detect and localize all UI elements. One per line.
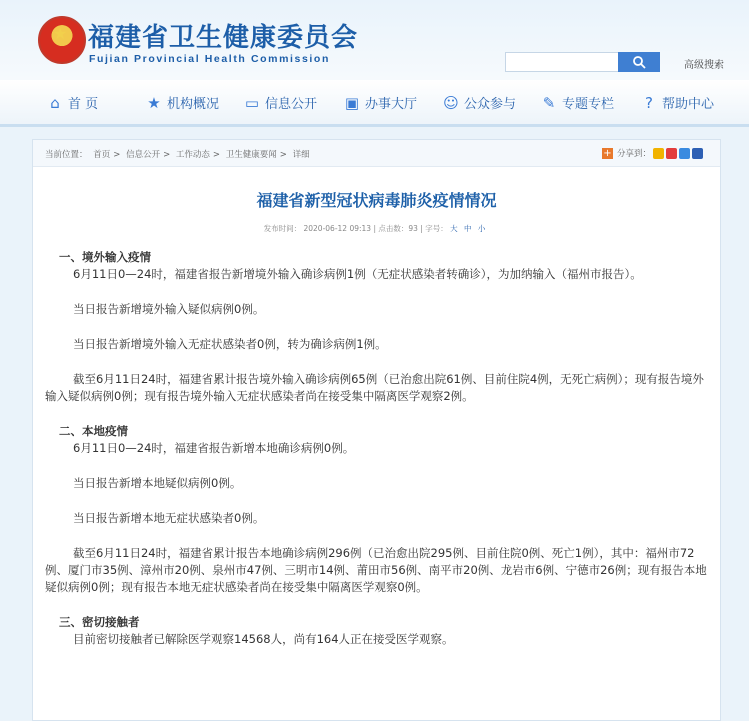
- breadcrumb-info[interactable]: 信息公开: [126, 150, 161, 160]
- breadcrumb-home[interactable]: 首页: [93, 150, 111, 160]
- paragraph: 6月11日0—24时，福建省报告新增本地确诊病例0例。: [73, 441, 355, 455]
- article-title: 福建省新型冠状病毒肺炎疫情情况: [256, 191, 497, 210]
- monitor-icon: ▣: [344, 93, 360, 112]
- search-input[interactable]: [505, 52, 627, 72]
- paragraph: 当日报告新增境外输入无症状感染者0例，转为确诊病例1例。: [73, 337, 387, 351]
- home-icon: ⌂: [50, 93, 60, 112]
- weibo-icon[interactable]: [666, 148, 677, 159]
- site-title-en: Fujian Provincial Health Commission: [89, 53, 330, 65]
- nav-item-topics[interactable]: ✎ 专题专栏: [542, 93, 615, 112]
- search-icon: [632, 55, 646, 69]
- section-heading: 二、本地疫情: [59, 424, 128, 438]
- font-size-label: 字号：: [425, 224, 448, 233]
- paragraph: 6月11日0—24时，福建省报告新增境外输入确诊病例1例（无症状感染者转确诊），为加纳输入（福州市报告）。: [73, 267, 642, 281]
- publish-date: 发布时间： 2020-06-12 09:13: [263, 224, 372, 233]
- share-plus-icon[interactable]: +: [603, 147, 612, 159]
- people-icon: ☺: [443, 93, 459, 112]
- paragraph: 目前密切接触者已解除医学观察14568人，尚有164人正在接受医学观察。: [73, 632, 454, 646]
- click-count: 点击数：93: [378, 224, 418, 233]
- breadcrumb-news[interactable]: 卫生健康要闻: [225, 150, 277, 160]
- national-emblem-logo: ★: [38, 16, 86, 64]
- font-small-button[interactable]: 小: [477, 224, 486, 233]
- nav-item-service[interactable]: ▣ 办事大厅: [344, 93, 418, 112]
- breadcrumb-detail: 详细: [292, 150, 310, 160]
- nav-item-public[interactable]: ☺ 公众参与: [443, 93, 517, 112]
- wechat-icon[interactable]: [679, 148, 690, 159]
- section-heading: 三、密切接触者: [59, 615, 140, 629]
- article-body: [45, 249, 715, 648]
- paragraph: 当日报告新增本地无症状感染者0例。: [73, 511, 265, 525]
- font-medium-button[interactable]: 中: [464, 224, 472, 233]
- share-bar: [602, 147, 703, 159]
- share-label: 分享到：: [617, 149, 652, 159]
- paragraph: 当日报告新增本地疑似病例0例。: [73, 476, 242, 490]
- nav-item-home[interactable]: ⌂ 首 页: [47, 93, 98, 112]
- nav-item-about[interactable]: ★ 机构概况: [147, 93, 220, 112]
- breadcrumb-prefix: 当前位置：: [45, 150, 88, 160]
- site-title-cn: 福建省卫生健康委员会: [88, 23, 359, 53]
- qzone-icon[interactable]: [653, 148, 664, 159]
- site-header: [0, 0, 749, 80]
- article-meta: 发布时间： 2020-06-12 09:13 | 点击数：93 | 字号： 大 中 小: [263, 224, 486, 233]
- paragraph: 当日报告新增境外输入疑似病例0例。: [73, 302, 265, 316]
- breadcrumb: 当前位置： 首页 > 信息公开 > 工作动态 > 卫生健康要闻 > 详细 + 分享到：: [33, 140, 720, 167]
- advanced-search-link[interactable]: 高级搜索: [684, 60, 724, 71]
- paragraph: 截至6月11日24时，福建省累计报告境外输入确诊病例65例（已治愈出院61例、目前住院4例，无死亡病例）；现有报告境外输入疑似病例0例；现有报告境外输入无症状感染者尚在接受集中隔离医学观察2例。: [45, 372, 704, 403]
- renren-icon[interactable]: [692, 148, 703, 159]
- section-heading: 一、境外输入疫情: [59, 250, 151, 264]
- star-icon: ★: [147, 93, 161, 112]
- folder-icon: ▭: [244, 93, 260, 112]
- main-nav: [0, 80, 749, 127]
- font-large-button[interactable]: 大: [450, 224, 458, 233]
- nav-item-help[interactable]: ? 帮助中心: [641, 93, 714, 112]
- search-button[interactable]: [618, 52, 660, 72]
- paragraph: 截至6月11日24时，福建省累计报告本地确诊病例296例（已治愈出院295例、目前住院0例、死亡1例），其中：福州市72例、厦门市35例、漳州市20例、泉州市47例、三明市14例、莆田市56例、南平市20例、龙岩市6例、宁德市26例；现有报告本地疑似病例0例；现有报告本地无症状感染者尚在接受集中隔离医学观察0例。: [45, 546, 707, 594]
- topic-icon: ✎: [542, 93, 556, 112]
- nav-item-info[interactable]: ▭ 信息公开: [244, 93, 318, 112]
- breadcrumb-work[interactable]: 工作动态: [175, 150, 210, 160]
- help-icon: ?: [645, 93, 653, 112]
- article-panel: [32, 139, 721, 721]
